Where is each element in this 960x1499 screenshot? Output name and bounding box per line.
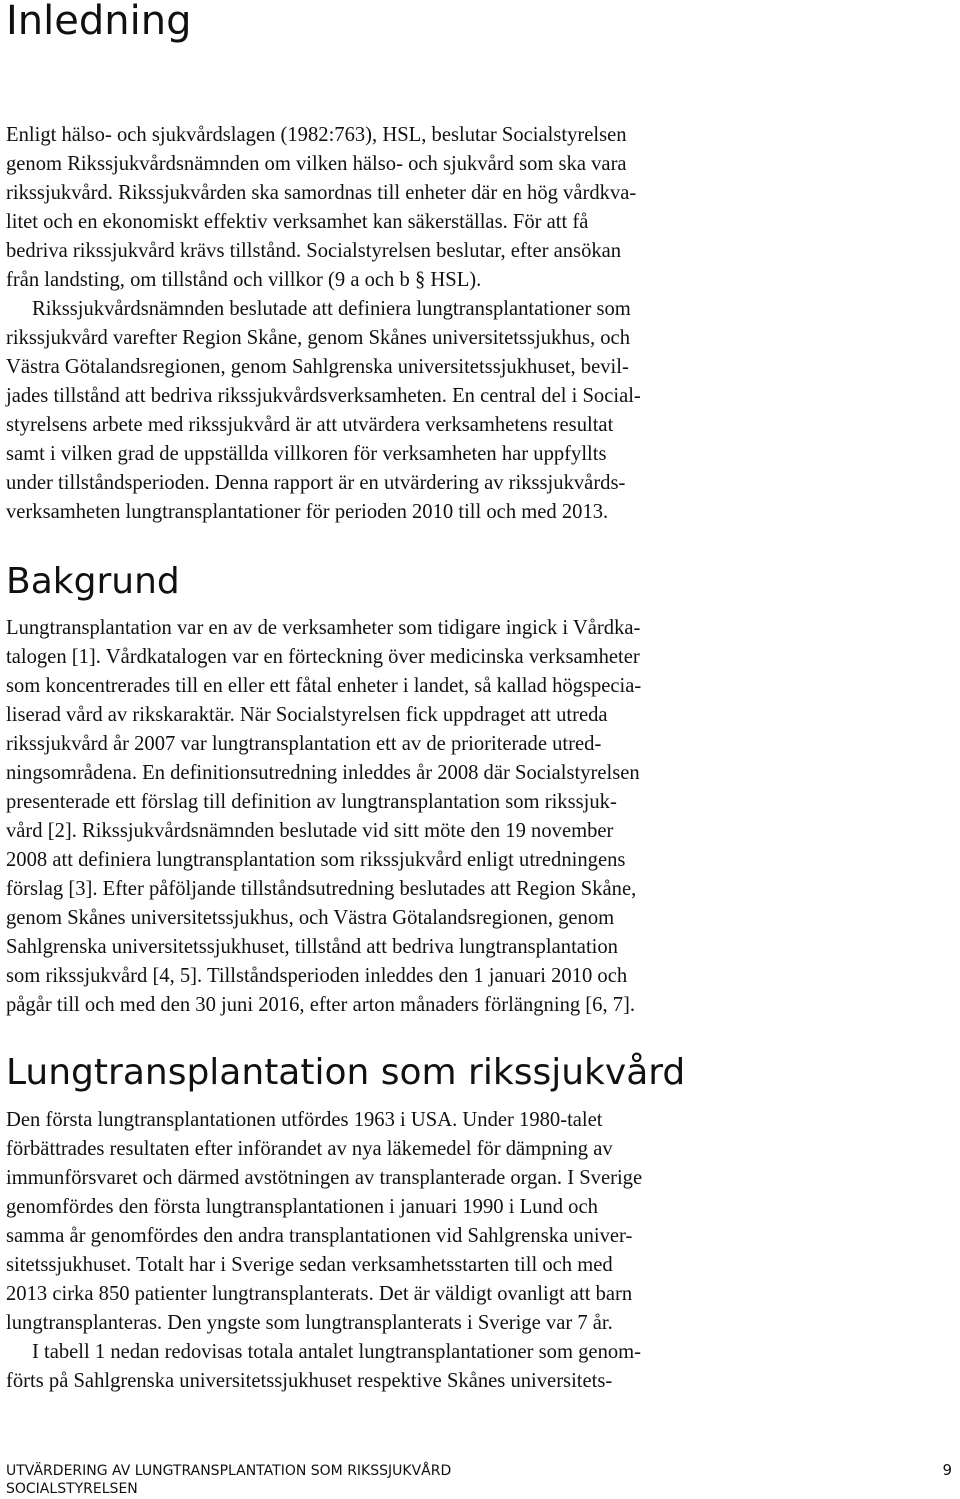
- text-line: samma år genomfördes den andra transplantationen vid Sahlgrenska univer-: [6, 1225, 633, 1247]
- text-line: pågår till och med den 30 juni 2016, efter arton månaders förlängning [6, 7].: [6, 994, 636, 1016]
- footer-report-title: UTVÄRDERING AV LUNGTRANSPLANTATION SOM RIKSSJUKVÅRD: [6, 1463, 452, 1479]
- text-line: 2013 cirka 850 patienter lungtransplanterats. Det är väldigt ovanligt att barn: [6, 1283, 633, 1305]
- text-line: förts på Sahlgrenska universitetssjukhuset respektive Skånes universitets-: [6, 1370, 613, 1392]
- text-line: från landsting, om tillstånd och villkor (9 a och b § HSL).: [6, 269, 482, 291]
- text-line: litet och en ekonomiskt effektiv verksamhet kan säkerställas. För att få: [6, 211, 589, 233]
- text-line: rikssjukvård. Rikssjukvården ska samordnas till enheter där en hög vårdkva-: [6, 182, 637, 204]
- text-line: presenterade ett förslag till definition av lungtransplantation som rikssjuk-: [6, 791, 617, 813]
- heading-lungtransplantation: Lungtransplantation som rikssjukvård: [6, 1052, 686, 1093]
- intro-paragraph: [6, 121, 954, 295]
- text-line: talogen [1]. Vårdkatalogen var en förteckning över medicinska verksamheter: [6, 646, 640, 668]
- text-line: förslag [3]. Efter påföljande tillståndsutredning beslutades att Region Skåne,: [6, 878, 637, 900]
- text-line: genom Skånes universitetssjukhus, och Västra Götalandsregionen, genom: [6, 907, 615, 929]
- text-line: ningsområdena. En definitionsutredning inleddes år 2008 där Socialstyrelsen: [6, 762, 640, 784]
- page-footer: [6, 1462, 451, 1498]
- footer-publisher: SOCIALSTYRELSEN: [6, 1481, 138, 1497]
- text-line: Den första lungtransplantationen utfördes 1963 i USA. Under 1980-talet: [6, 1109, 603, 1131]
- text-line: Lungtransplantation var en av de verksamheter som tidigare ingick i Vårdka-: [6, 617, 641, 639]
- text-line: Västra Götalandsregionen, genom Sahlgrenska universitetssjukhuset, bevil-: [6, 356, 629, 378]
- heading-inledning: Inledning: [6, 0, 192, 44]
- text-line: jades tillstånd att bedriva rikssjukvårdsverksamheten. En central del i Social-: [6, 385, 641, 407]
- text-line: verksamheten lungtransplantationer för perioden 2010 till och med 2013.: [6, 501, 609, 523]
- text-line: sitetssjukhuset. Totalt har i Sverige sedan verksamhetsstarten till och med: [6, 1254, 613, 1276]
- heading-bakgrund: Bakgrund: [6, 561, 180, 602]
- text-line: genom Rikssjukvårdsnämnden om vilken hälso- och sjukvård som ska vara: [6, 153, 627, 175]
- lung-paragraph-2: [6, 1338, 954, 1396]
- text-line: immunförsvaret och därmed avstötningen av transplanterade organ. I Sverige: [6, 1167, 643, 1189]
- text-line: Enligt hälso- och sjukvårdslagen (1982:763), HSL, beslutar Socialstyrelsen: [6, 124, 627, 146]
- text-line: lungtransplanteras. Den yngste som lungtransplanterats i Sverige var 7 år.: [6, 1312, 613, 1334]
- text-line: 2008 att definiera lungtransplantation som rikssjukvård enligt utredningens: [6, 849, 626, 871]
- text-line: under tillståndsperioden. Denna rapport är en utvärdering av rikssjukvårds-: [6, 472, 626, 494]
- lung-paragraph: [6, 1106, 954, 1338]
- text-line: rikssjukvård år 2007 var lungtransplantation ett av de prioriterade utred-: [6, 733, 602, 755]
- text-line: samt i vilken grad de uppställda villkoren för verksamheten har uppfyllts: [6, 443, 607, 465]
- intro-paragraph-2: [6, 295, 954, 527]
- text-line: rikssjukvård varefter Region Skåne, genom Skånes universitetssjukhus, och: [6, 327, 630, 349]
- text-line: genomfördes den första lungtransplantationen i januari 1990 i Lund och: [6, 1196, 598, 1218]
- background-paragraph: [6, 614, 954, 1020]
- text-line: förbättrades resultaten efter införandet av nya läkemedel för dämpning av: [6, 1138, 613, 1160]
- text-line: som koncentrerades till en eller ett fåtal enheter i landet, så kallad högspecia-: [6, 675, 642, 697]
- page-number: 9: [942, 1461, 952, 1479]
- text-line: I tabell 1 nedan redovisas totala antalet lungtransplantationer som genom-: [32, 1341, 642, 1363]
- text-line: Sahlgrenska universitetssjukhuset, tillstånd att bedriva lungtransplantation: [6, 936, 618, 958]
- text-line: styrelsens arbete med rikssjukvård är att utvärdera verksamhetens resultat: [6, 414, 614, 436]
- text-line: liserad vård av rikskaraktär. När Socialstyrelsen fick uppdraget att utreda: [6, 704, 608, 726]
- text-line: bedriva rikssjukvård krävs tillstånd. Socialstyrelsen beslutar, efter ansökan: [6, 240, 622, 262]
- text-line: som rikssjukvård [4, 5]. Tillståndsperioden inleddes den 1 januari 2010 och: [6, 965, 628, 987]
- text-line: vård [2]. Rikssjukvårdsnämnden beslutade vid sitt möte den 19 november: [6, 820, 614, 842]
- text-line: Rikssjukvårdsnämnden beslutade att definiera lungtransplantationer som: [32, 298, 631, 320]
